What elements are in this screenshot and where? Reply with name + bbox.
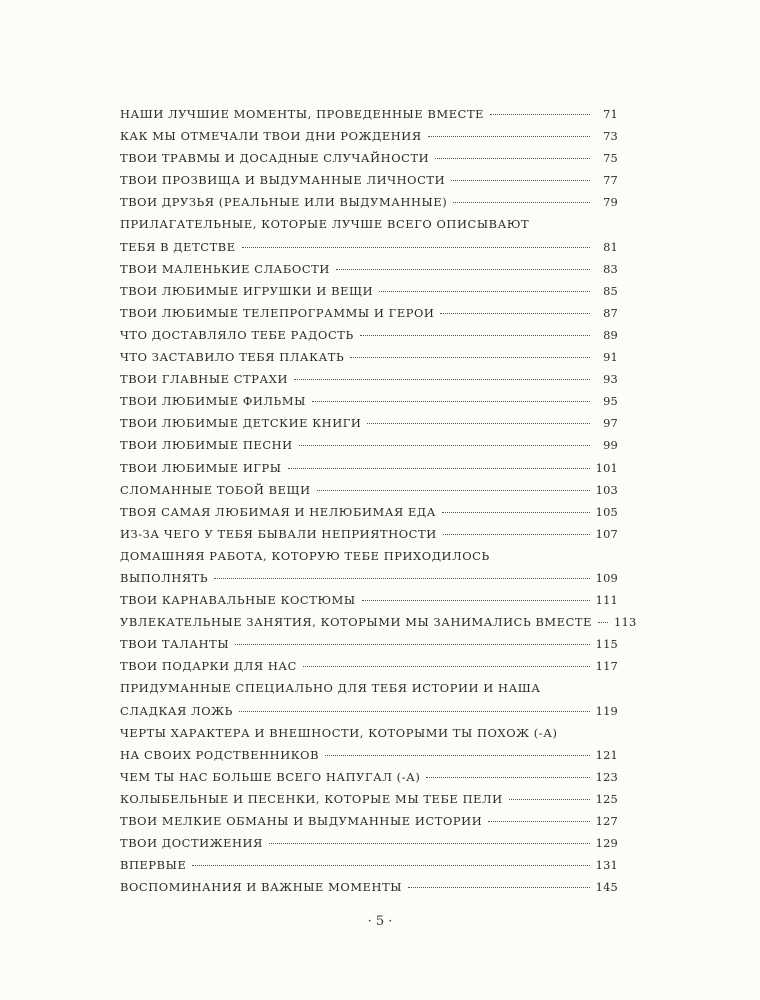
toc-entry-page: 89 [603,327,618,342]
toc-entry-page: 91 [603,350,618,365]
toc-entry-page: 81 [603,239,618,254]
toc-entry-page: 115 [595,637,618,652]
toc-entry [120,766,618,788]
toc-entry-page: 111 [595,593,618,608]
toc-entry-page: 75 [603,151,618,166]
dot-leader [598,622,608,623]
dot-leader [408,887,590,888]
toc-entry-title: ТВОИ ПОДАРКИ ДЛЯ НАС [120,659,297,674]
toc-entry-title: ТВОИ ЛЮБИМЫЕ ФИЛЬМЫ [120,394,306,409]
toc-entry-page: 101 [595,460,618,475]
toc-entry-page: 121 [595,747,618,762]
toc-entry-title-line1: ЧЕРТЫ ХАРАКТЕРА И ВНЕШНОСТИ, КОТОРЫМИ ТЫ ПОХОЖ (-А) [120,725,558,740]
toc-entry [120,169,618,191]
toc-entry-page: 87 [603,305,618,320]
toc-entry-title: ТЕБЯ В ДЕТСТВЕ [120,239,236,254]
toc-entry-page: 107 [595,526,618,541]
dot-leader [443,534,590,535]
dot-leader [428,136,590,137]
dot-leader [239,711,590,712]
dot-leader [325,755,590,756]
toc-entry-title: СЛАДКАЯ ЛОЖЬ [120,703,233,718]
toc-entry-title: ТВОИ ЛЮБИМЫЕ ДЕТСКИЕ КНИГИ [120,416,362,431]
dot-leader [214,578,589,579]
toc-entry [120,390,618,412]
toc-entry-title: ТВОИ ДРУЗЬЯ (РЕАЛЬНЫЕ ИЛИ ВЫДУМАННЫЕ) [120,195,448,210]
toc-entry-title: ЧТО ЗАСТАВИЛО ТЕБЯ ПЛАКАТЬ [120,350,345,365]
toc-entry [120,346,618,368]
toc-entry-page: 71 [603,107,618,121]
dot-leader [269,843,590,844]
dot-leader [509,799,590,800]
toc-entry-title: ТВОИ ТРАВМЫ И ДОСАДНЫЕ СЛУЧАЙНОСТИ [120,151,430,166]
toc-entry-title: ТВОИ ЛЮБИМЫЕ ИГРЫ [120,460,282,475]
dot-leader [303,666,590,667]
toc-entry [120,125,618,147]
page-number: · 5 · [367,914,393,929]
dot-leader [379,291,590,292]
toc-entry-title: ЧТО ДОСТАВЛЯЛО ТЕБЕ РАДОСТЬ [120,327,354,342]
dot-leader [294,379,590,380]
dot-leader [299,445,590,446]
toc-entry-title: КОЛЫБЕЛЬНЫЕ И ПЕСЕНКИ, КОТОРЫЕ МЫ ТЕБЕ ПЕЛИ [120,791,503,806]
dot-leader [360,335,590,336]
toc-entry-page: 77 [603,173,618,188]
toc-entry-page: 99 [603,438,618,453]
toc-entry-page: 127 [595,814,618,828]
dot-leader [288,468,590,469]
toc-entry [120,722,618,766]
toc-entry [120,368,618,390]
toc-entry-page: 119 [595,703,618,718]
dot-leader [336,269,590,270]
dot-leader [317,490,590,491]
toc-entry [120,280,618,302]
dot-leader [442,512,590,513]
toc-entry [120,191,618,213]
toc-entry [120,677,618,721]
toc-entry-title: ИЗ-ЗА ЧЕГО У ТЕБЯ БЫВАЛИ НЕПРИЯТНОСТИ [120,526,437,541]
toc-entry-title: ТВОЯ САМАЯ ЛЮБИМАЯ И НЕЛЮБИМАЯ ЕДА [120,504,437,519]
toc-entry [120,103,618,125]
toc-entry [120,876,618,898]
dot-leader [367,423,590,424]
dot-leader [362,600,590,601]
toc-entry-title: ВПЕРВЫЕ [120,858,187,873]
toc-entry-page: 109 [595,570,618,585]
toc-entry [120,213,618,257]
toc-entry-page: 79 [603,195,618,210]
toc-entry-title: КАК МЫ ОТМЕЧАЛИ ТВОИ ДНИ РОЖДЕНИЯ [120,129,422,144]
toc-entry-page: 73 [603,129,618,144]
toc-entry-title: ТВОИ ТАЛАНТЫ [120,637,230,652]
toc-entry-title: ВОСПОМИНАНИЯ И ВАЖНЫЕ МОМЕНТЫ [120,880,403,895]
toc-entry-title: ЧЕМ ТЫ НАС БОЛЬШЕ ВСЕГО НАПУГАЛ (-А) [120,769,421,784]
toc-entry-page: 129 [595,836,618,851]
toc-entry-page: 97 [603,416,618,431]
toc-entry-title: ТВОИ ЛЮБИМЫЕ ИГРУШКИ И ВЕЩИ [120,283,374,298]
toc-entry [120,633,618,655]
toc-entry-page: 113 [614,615,637,630]
toc-entry [120,810,618,832]
dot-leader [312,401,590,402]
toc-entry [120,302,618,324]
toc-entry-page: 131 [595,858,618,873]
toc-entry [120,832,618,854]
dot-leader [350,357,590,358]
dot-leader [488,821,589,822]
toc-entry-page: 93 [603,372,618,387]
toc-entry-title-line1: ПРИДУМАННЫЕ СПЕЦИАЛЬНО ДЛЯ ТЕБЯ ИСТОРИИ И НАША [120,681,541,696]
toc-entry [120,457,618,479]
toc-entry-title: СЛОМАННЫЕ ТОБОЙ ВЕЩИ [120,482,311,497]
dot-leader [490,114,590,115]
toc-entry [120,545,618,589]
toc-entry-title: ТВОИ ДОСТИЖЕНИЯ [120,836,263,851]
toc-entry [120,147,618,169]
toc-entry-title: НА СВОИХ РОДСТВЕННИКОВ [120,747,320,762]
toc-entry-title: ТВОИ МАЛЕНЬКИЕ СЛАБОСТИ [120,261,330,276]
toc-entry [120,434,618,456]
toc-entry-page: 85 [603,283,618,298]
toc-entry [120,324,618,346]
dot-leader [451,180,590,181]
toc-entry [120,501,618,523]
toc-entry-page: 123 [595,769,618,784]
dot-leader [435,158,590,159]
toc-entry [120,523,618,545]
toc-entry-page: 83 [603,261,618,276]
dot-leader [453,202,590,203]
toc-entry-title-line1: ПРИЛАГАТЕЛЬНЫЕ, КОТОРЫЕ ЛУЧШЕ ВСЕГО ОПИСЫВАЮТ [120,217,530,232]
toc-entry [120,854,618,876]
toc-entry-page: 117 [595,659,618,674]
toc-entry-page: 145 [595,880,618,895]
dot-leader [440,313,590,314]
table-of-contents [120,103,637,898]
toc-entry-title: ТВОИ ЛЮБИМЫЕ ПЕСНИ [120,438,293,453]
toc-entry-title: ТВОИ ГЛАВНЫЕ СТРАХИ [120,372,289,387]
toc-entry-page: 125 [595,791,618,806]
toc-entry [120,655,618,677]
toc-entry-title: ТВОИ ПРОЗВИЩА И ВЫДУМАННЫЕ ЛИЧНОСТИ [120,173,446,188]
toc-entry [120,258,618,280]
toc-entry [120,412,618,434]
toc-entry-page: 103 [595,482,618,497]
dot-leader [242,247,590,248]
toc-entry [120,788,618,810]
toc-entry [120,611,637,633]
toc-entry-title: ТВОИ МЕЛКИЕ ОБМАНЫ И ВЫДУМАННЫЕ ИСТОРИИ [120,814,483,828]
toc-entry-title: УВЛЕКАТЕЛЬНЫЕ ЗАНЯТИЯ, КОТОРЫМИ МЫ ЗАНИМАЛИСЬ ВМЕСТЕ [120,615,593,630]
toc-entry-title-line1: ДОМАШНЯЯ РАБОТА, КОТОРУЮ ТЕБЕ ПРИХОДИЛОСЬ [120,548,490,563]
dot-leader [426,777,589,778]
toc-entry-page: 105 [595,504,618,519]
dot-leader [235,644,590,645]
toc-entry [120,479,618,501]
dot-leader [192,865,589,866]
toc-entry-page: 95 [603,394,618,409]
toc-entry [120,589,618,611]
toc-entry-title: ТВОИ КАРНАВАЛЬНЫЕ КОСТЮМЫ [120,593,356,608]
toc-entry-title: ВЫПОЛНЯТЬ [120,570,209,585]
toc-entry-title: ТВОИ ЛЮБИМЫЕ ТЕЛЕПРОГРАММЫ И ГЕРОИ [120,305,435,320]
toc-entry-title: НАШИ ЛУЧШИЕ МОМЕНТЫ, ПРОВЕДЕННЫЕ ВМЕСТЕ [120,107,485,121]
